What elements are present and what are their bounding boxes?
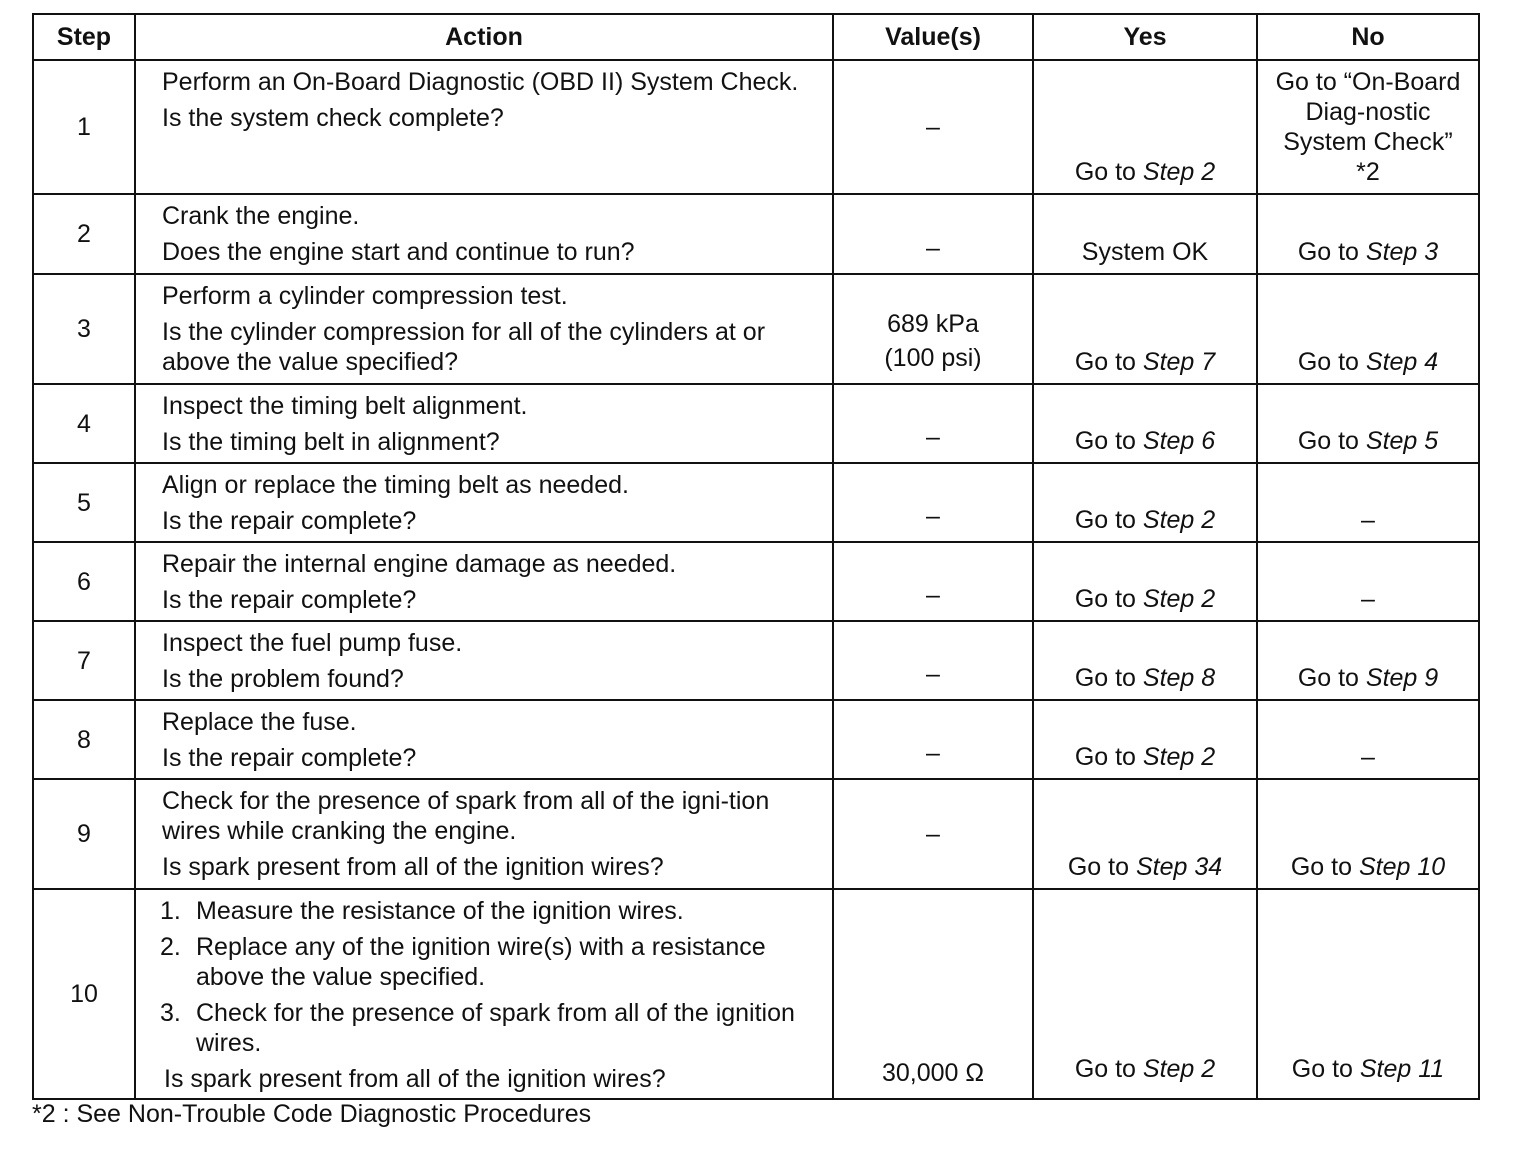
substep-item: [160, 932, 820, 992]
yes-step-link: Step 34: [1135, 853, 1223, 881]
action-cell: [135, 463, 833, 542]
substep-item: [160, 896, 820, 926]
table-row: [33, 194, 1479, 274]
action-line: Check for the presence of spark from all of the igni-tion wires while cranking the engine.: [162, 787, 770, 845]
step-number: 2: [33, 194, 135, 274]
step-number: 9: [33, 779, 135, 889]
header-yes: Yes: [1033, 14, 1257, 60]
no-cell: [1257, 779, 1479, 889]
value-cell: –: [833, 700, 1033, 779]
action-cell: [135, 384, 833, 463]
table-row: [33, 60, 1479, 194]
step-number: 4: [33, 384, 135, 463]
no-cell: [1257, 621, 1479, 700]
no-prefix: Go to: [1297, 348, 1366, 376]
substep-number: 1.: [160, 897, 181, 925]
action-line: Replace the fuse.: [162, 708, 357, 736]
no-prefix: Go to: [1297, 238, 1366, 266]
yes-step-link: Step 6: [1142, 427, 1216, 455]
step-number: 3: [33, 274, 135, 384]
value-cell: –: [833, 384, 1033, 463]
value-cell: –: [833, 194, 1033, 274]
action-line: Is the cylinder compression for all of the cylinders at or above the value specified?: [162, 318, 766, 376]
yes-prefix: System OK: [1081, 238, 1209, 266]
action-cell: [135, 542, 833, 621]
step-number: 1: [33, 60, 135, 194]
yes-cell: [1033, 621, 1257, 700]
action-line: Is the problem found?: [162, 665, 404, 693]
yes-prefix: Go to: [1074, 743, 1143, 771]
table-row: [33, 274, 1479, 384]
action-line: Is the repair complete?: [162, 586, 417, 614]
table-row: [33, 542, 1479, 621]
value-line: (100 psi): [884, 344, 982, 372]
action-cell: [135, 60, 833, 194]
table-row: [33, 384, 1479, 463]
action-line: Does the engine start and continue to run?: [162, 238, 635, 266]
yes-prefix: Go to: [1074, 1055, 1143, 1083]
action-line: Is spark present from all of the ignition wires?: [162, 853, 664, 881]
diagnostic-table: [32, 13, 1480, 1100]
action-line: Perform an On-Board Diagnostic (OBD II) System Check.: [162, 68, 799, 96]
yes-cell: [1033, 779, 1257, 889]
footnote: *2 : See Non-Trouble Code Diagnostic Procedures: [32, 1100, 592, 1128]
table-row: [33, 779, 1479, 889]
action-cell: [135, 700, 833, 779]
yes-prefix: Go to: [1074, 427, 1143, 455]
action-line: Repair the internal engine damage as needed.: [162, 550, 677, 578]
yes-step-link: Step 8: [1142, 664, 1216, 692]
yes-cell: [1033, 463, 1257, 542]
step-number: 8: [33, 700, 135, 779]
yes-cell: [1033, 384, 1257, 463]
value-cell: –: [833, 60, 1033, 194]
step-number: 10: [33, 889, 135, 1099]
action-cell: [135, 621, 833, 700]
substep-text: Replace any of the ignition wire(s) with a resistance above the value specified.: [196, 933, 766, 991]
step-number: 7: [33, 621, 135, 700]
step-number: 6: [33, 542, 135, 621]
table-row: [33, 889, 1479, 1099]
yes-cell: [1033, 194, 1257, 274]
no-step-link: Step 5: [1365, 427, 1439, 455]
yes-step-link: Step 2: [1142, 506, 1216, 534]
no-prefix: Go to: [1297, 427, 1366, 455]
header-value: Value(s): [833, 14, 1033, 60]
substep-number: 3.: [160, 999, 181, 1027]
no-step-link: Step 3: [1365, 238, 1439, 266]
no-cell: [1257, 542, 1479, 621]
yes-cell: [1033, 542, 1257, 621]
action-line: Inspect the timing belt alignment.: [162, 392, 528, 420]
no-text: Go to “On-Board Diag-nostic System Check” *2: [1275, 68, 1461, 186]
no-cell: [1257, 194, 1479, 274]
no-cell: [1257, 463, 1479, 542]
substep-number: 2.: [160, 933, 181, 961]
substep-text: Check for the presence of spark from all of the ignition wires.: [196, 999, 795, 1057]
yes-prefix: Go to: [1074, 506, 1143, 534]
yes-cell: [1033, 274, 1257, 384]
action-line: Is spark present from all of the ignition wires?: [164, 1065, 666, 1093]
action-line: Perform a cylinder compression test.: [162, 282, 568, 310]
table-row: [33, 463, 1479, 542]
action-line: Is the timing belt in alignment?: [162, 428, 500, 456]
yes-prefix: Go to: [1074, 348, 1143, 376]
header-action: Action: [135, 14, 833, 60]
yes-cell: [1033, 889, 1257, 1099]
value-cell: –: [833, 463, 1033, 542]
no-prefix: –: [1361, 743, 1375, 771]
no-step-link: Step 11: [1359, 1055, 1445, 1083]
no-prefix: Go to: [1297, 664, 1366, 692]
header-row: [33, 14, 1479, 60]
yes-prefix: Go to: [1074, 585, 1143, 613]
header-step: Step: [33, 14, 135, 60]
yes-step-link: Step 2: [1142, 743, 1216, 771]
action-line: Align or replace the timing belt as needed.: [162, 471, 629, 499]
table-row: [33, 700, 1479, 779]
action-cell: [135, 194, 833, 274]
action-line: Is the system check complete?: [162, 104, 504, 132]
no-step-link: Step 4: [1365, 348, 1439, 376]
action-cell: [135, 274, 833, 384]
action-line: Crank the engine.: [162, 202, 360, 230]
no-step-link: Step 10: [1358, 853, 1446, 881]
substep-list: [160, 896, 820, 1058]
substep-item: [160, 998, 820, 1058]
no-prefix: –: [1361, 506, 1375, 534]
no-cell: [1257, 700, 1479, 779]
value-cell: –: [833, 621, 1033, 700]
value-line: 689 kPa: [887, 310, 979, 338]
no-cell: [1257, 60, 1479, 194]
yes-step-link: Step 7: [1142, 348, 1216, 376]
value-cell: –: [833, 542, 1033, 621]
action-line: Inspect the fuel pump fuse.: [162, 629, 463, 657]
yes-step-link: Step 2: [1142, 158, 1216, 186]
no-prefix: Go to: [1291, 1055, 1360, 1083]
no-cell: [1257, 889, 1479, 1099]
yes-step-link: Step 2: [1142, 585, 1216, 613]
step-number: 5: [33, 463, 135, 542]
no-step-link: Step 9: [1365, 664, 1439, 692]
action-line: Is the repair complete?: [162, 507, 417, 535]
value-cell: 30,000 Ω: [833, 889, 1033, 1099]
action-cell: [135, 889, 833, 1099]
yes-prefix: Go to: [1074, 664, 1143, 692]
yes-prefix: Go to: [1067, 853, 1136, 881]
header-no: No: [1257, 14, 1479, 60]
value-cell: [833, 274, 1033, 384]
no-prefix: Go to: [1290, 853, 1359, 881]
action-cell: [135, 779, 833, 889]
yes-cell: [1033, 700, 1257, 779]
table-row: [33, 621, 1479, 700]
yes-cell: [1033, 60, 1257, 194]
substep-text: Measure the resistance of the ignition wires.: [196, 897, 684, 925]
no-prefix: –: [1361, 585, 1375, 613]
yes-prefix: Go to: [1074, 158, 1143, 186]
value-cell: –: [833, 779, 1033, 889]
yes-step-link: Step 2: [1142, 1055, 1216, 1083]
no-cell: [1257, 274, 1479, 384]
no-cell: [1257, 384, 1479, 463]
action-line: Is the repair complete?: [162, 744, 417, 772]
